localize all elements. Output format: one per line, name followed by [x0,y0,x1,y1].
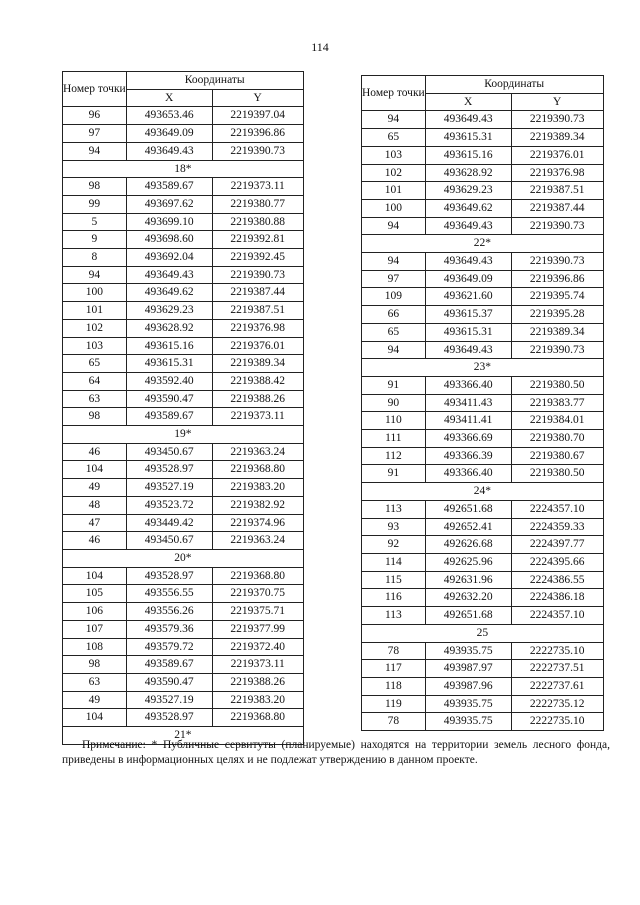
x-coordinate-cell: 493629.23 [126,302,212,320]
x-coordinate-cell: 492652.41 [425,518,511,536]
x-coordinate-cell: 493615.37 [425,306,511,324]
table-row [63,461,304,479]
point-number-cell: 94 [63,266,127,284]
point-number-cell: 103 [63,337,127,355]
x-coordinate-cell: 493615.31 [425,323,511,341]
x-coordinate-cell: 493649.09 [425,270,511,288]
x-coordinate-cell: 493615.31 [126,355,212,373]
y-coordinate-cell: 2219390.73 [511,253,603,271]
y-coordinate-cell: 2219383.20 [212,691,303,709]
y-coordinate-cell: 2224395.66 [511,553,603,571]
point-number-cell: 65 [362,129,426,147]
table-row [362,394,604,412]
point-number-cell: 94 [362,253,426,271]
table-row [362,660,604,678]
x-coordinate-cell: 493649.62 [126,284,212,302]
table-row [63,231,304,249]
y-coordinate-cell: 2219397.04 [212,107,303,125]
y-coordinate-cell: 2219388.42 [212,372,303,390]
point-number-cell: 98 [63,656,127,674]
point-number-cell: 116 [362,589,426,607]
x-coordinate-cell: 493987.96 [425,677,511,695]
point-number-cell: 63 [63,390,127,408]
x-coordinate-cell: 493615.16 [126,337,212,355]
table-row [362,695,604,713]
y-coordinate-cell: 2219383.20 [212,479,303,497]
table-row [63,284,304,302]
y-coordinate-cell: 2219376.98 [511,164,603,182]
table-row [63,107,304,125]
group-row [362,235,604,253]
table-row [362,146,604,164]
y-coordinate-cell: 2222735.10 [511,642,603,660]
point-number-cell: 111 [362,430,426,448]
x-coordinate-cell: 493366.69 [425,430,511,448]
point-number-cell: 102 [63,319,127,337]
table-row [63,125,304,143]
x-coordinate-cell: 493698.60 [126,231,212,249]
y-coordinate-cell: 2219376.01 [511,146,603,164]
y-coordinate-cell: 2219382.92 [212,496,303,514]
point-number-cell: 5 [63,213,127,231]
point-number-cell: 94 [362,111,426,129]
group-label: 23* [362,359,604,377]
table-row [63,337,304,355]
coordinates-table-left [62,71,304,745]
coordinates-table-right [361,75,604,731]
point-number-cell: 66 [362,306,426,324]
y-coordinate-cell: 2219373.11 [212,408,303,426]
y-coordinate-cell: 2219389.34 [511,129,603,147]
y-coordinate-cell: 2222735.12 [511,695,603,713]
x-coordinate-cell: 493615.16 [425,146,511,164]
x-coordinate-cell: 493590.47 [126,673,212,691]
y-coordinate-cell: 2224357.10 [511,500,603,518]
x-coordinate-cell: 492625.96 [425,553,511,571]
x-coordinate-cell: 492626.68 [425,536,511,554]
table-row [63,496,304,514]
table-row [362,341,604,359]
y-coordinate-cell: 2219388.26 [212,673,303,691]
x-coordinate-cell: 493649.62 [425,199,511,217]
y-coordinate-cell: 2219383.77 [511,394,603,412]
group-label: 20* [63,549,304,567]
point-number-cell: 107 [63,620,127,638]
x-coordinate-cell: 493527.19 [126,479,212,497]
point-number-cell: 99 [63,195,127,213]
y-coordinate-cell: 2219390.73 [212,266,303,284]
point-number-cell: 94 [63,142,127,160]
footnote-text: Примечание: * Публичные сервитуты (планируемые) находятся на территории земель лесного фонда, приведены в информационных целях и не подлежат утверждению в данном проекте. [62,739,610,766]
point-number-cell: 101 [362,182,426,200]
x-coordinate-cell: 493649.43 [425,111,511,129]
point-number-cell: 92 [362,536,426,554]
table-row [63,443,304,461]
group-row [362,359,604,377]
x-coordinate-cell: 493649.43 [425,341,511,359]
x-coordinate-cell: 493649.43 [126,142,212,160]
table-row [63,302,304,320]
x-coordinate-cell: 493449.42 [126,514,212,532]
table-row [63,142,304,160]
table-row [63,673,304,691]
y-coordinate-cell: 2219390.73 [511,217,603,235]
y-coordinate-cell: 2219390.73 [212,142,303,160]
table-row [63,656,304,674]
y-coordinate-cell: 2219377.99 [212,620,303,638]
y-coordinate-cell: 2219380.77 [212,195,303,213]
y-coordinate-cell: 2219387.51 [212,302,303,320]
x-coordinate-cell: 493628.92 [126,319,212,337]
table-row [63,249,304,267]
group-label: 25 [362,624,604,642]
table-row [63,178,304,196]
footnote [62,738,610,768]
x-coordinate-cell: 493615.31 [425,129,511,147]
point-number-cell: 117 [362,660,426,678]
x-coordinate-cell: 493366.39 [425,447,511,465]
y-coordinate-cell: 2222737.51 [511,660,603,678]
point-number-cell: 94 [362,217,426,235]
point-number-cell: 46 [63,443,127,461]
point-number-cell: 78 [362,713,426,731]
x-coordinate-cell: 492651.68 [425,500,511,518]
x-coordinate-cell: 493411.43 [425,394,511,412]
table-row [362,430,604,448]
y-coordinate-cell: 2219370.75 [212,585,303,603]
x-coordinate-cell: 493592.40 [126,372,212,390]
y-coordinate-cell: 2219380.70 [511,430,603,448]
x-coordinate-cell: 492651.68 [425,607,511,625]
point-number-cell: 101 [63,302,127,320]
y-coordinate-cell: 2219389.34 [511,323,603,341]
group-row [63,549,304,567]
table-row [63,709,304,727]
x-coordinate-cell: 493935.75 [425,695,511,713]
y-coordinate-cell: 2219373.11 [212,656,303,674]
y-coordinate-cell: 2219368.80 [212,567,303,585]
x-coordinate-cell: 493450.67 [126,532,212,550]
table-row [362,129,604,147]
table-row [362,288,604,306]
header-x: X [425,93,511,111]
point-number-cell: 109 [362,288,426,306]
y-coordinate-cell: 2219380.50 [511,376,603,394]
point-number-cell: 93 [362,518,426,536]
table-row [362,306,604,324]
point-number-cell: 65 [362,323,426,341]
table-row [362,518,604,536]
group-row [362,483,604,501]
point-number-cell: 65 [63,355,127,373]
x-coordinate-cell: 493590.47 [126,390,212,408]
header-point-number: Номер точки [63,72,127,107]
y-coordinate-cell: 2219389.34 [212,355,303,373]
y-coordinate-cell: 2219390.73 [511,111,603,129]
table-row [362,253,604,271]
table-row [362,164,604,182]
table-row [362,536,604,554]
point-number-cell: 94 [362,341,426,359]
table-row [362,199,604,217]
x-coordinate-cell: 492632.20 [425,589,511,607]
point-number-cell: 98 [63,408,127,426]
x-coordinate-cell: 493556.26 [126,603,212,621]
table-row [63,372,304,390]
table-row [362,465,604,483]
y-coordinate-cell: 2219375.71 [212,603,303,621]
y-coordinate-cell: 2222737.61 [511,677,603,695]
x-coordinate-cell: 493589.67 [126,656,212,674]
point-number-cell: 113 [362,607,426,625]
y-coordinate-cell: 2219380.88 [212,213,303,231]
table-row [362,677,604,695]
table-row [362,713,604,731]
group-label: 24* [362,483,604,501]
page-number: 114 [311,40,329,54]
header-y: Y [212,89,303,107]
table-row [362,589,604,607]
x-coordinate-cell: 493629.23 [425,182,511,200]
table-row [63,408,304,426]
group-label: 21* [63,727,304,745]
group-row [362,624,604,642]
point-number-cell: 49 [63,691,127,709]
x-coordinate-cell: 493579.36 [126,620,212,638]
table-row [63,355,304,373]
header-y: Y [511,93,603,111]
table-row [63,319,304,337]
point-number-cell: 112 [362,447,426,465]
x-coordinate-cell: 493697.62 [126,195,212,213]
x-coordinate-cell: 493411.41 [425,412,511,430]
table-row [63,620,304,638]
point-number-cell: 91 [362,465,426,483]
x-coordinate-cell: 493589.67 [126,408,212,426]
y-coordinate-cell: 2219387.44 [511,199,603,217]
x-coordinate-cell: 493528.97 [126,709,212,727]
x-coordinate-cell: 493699.10 [126,213,212,231]
y-coordinate-cell: 2219396.86 [511,270,603,288]
point-number-cell: 100 [63,284,127,302]
group-row [63,160,304,178]
y-coordinate-cell: 2219392.81 [212,231,303,249]
point-number-cell: 46 [63,532,127,550]
y-coordinate-cell: 2219368.80 [212,709,303,727]
table-row [63,195,304,213]
y-coordinate-cell: 2219363.24 [212,443,303,461]
table-row [362,111,604,129]
table-row [362,323,604,341]
table-row [362,376,604,394]
point-number-cell: 104 [63,567,127,585]
point-number-cell: 78 [362,642,426,660]
table-row [362,571,604,589]
x-coordinate-cell: 493649.43 [425,253,511,271]
point-number-cell: 102 [362,164,426,182]
x-coordinate-cell: 493556.55 [126,585,212,603]
x-coordinate-cell: 493653.46 [126,107,212,125]
point-number-cell: 48 [63,496,127,514]
y-coordinate-cell: 2219387.51 [511,182,603,200]
table-row [63,585,304,603]
table-row [362,412,604,430]
header-point-number: Номер точки [362,76,426,111]
y-coordinate-cell: 2219373.11 [212,178,303,196]
table-row [63,567,304,585]
y-coordinate-cell: 2222735.10 [511,713,603,731]
y-coordinate-cell: 2219395.28 [511,306,603,324]
y-coordinate-cell: 2219363.24 [212,532,303,550]
point-number-cell: 113 [362,500,426,518]
y-coordinate-cell: 2219396.86 [212,125,303,143]
point-number-cell: 9 [63,231,127,249]
x-coordinate-cell: 493579.72 [126,638,212,656]
table-row [362,217,604,235]
y-coordinate-cell: 2224386.18 [511,589,603,607]
header-coordinates: Координаты [425,76,603,94]
x-coordinate-cell: 493366.40 [425,465,511,483]
y-coordinate-cell: 2219380.67 [511,447,603,465]
y-coordinate-cell: 2219376.98 [212,319,303,337]
table-row [63,514,304,532]
table-row [63,266,304,284]
table-row [63,532,304,550]
x-coordinate-cell: 492631.96 [425,571,511,589]
y-coordinate-cell: 2224397.77 [511,536,603,554]
table-row [63,213,304,231]
point-number-cell: 110 [362,412,426,430]
x-coordinate-cell: 493589.67 [126,178,212,196]
table-row [63,390,304,408]
table-row [362,447,604,465]
point-number-cell: 114 [362,553,426,571]
point-number-cell: 108 [63,638,127,656]
point-number-cell: 90 [362,394,426,412]
point-number-cell: 91 [362,376,426,394]
x-coordinate-cell: 493450.67 [126,443,212,461]
group-label: 18* [63,160,304,178]
x-coordinate-cell: 493987.97 [425,660,511,678]
y-coordinate-cell: 2219395.74 [511,288,603,306]
header-x: X [126,89,212,107]
x-coordinate-cell: 493628.92 [425,164,511,182]
point-number-cell: 104 [63,709,127,727]
x-coordinate-cell: 493935.75 [425,713,511,731]
x-coordinate-cell: 493528.97 [126,567,212,585]
point-number-cell: 103 [362,146,426,164]
point-number-cell: 64 [63,372,127,390]
x-coordinate-cell: 493523.72 [126,496,212,514]
y-coordinate-cell: 2224386.55 [511,571,603,589]
point-number-cell: 100 [362,199,426,217]
y-coordinate-cell: 2219392.45 [212,249,303,267]
y-coordinate-cell: 2219368.80 [212,461,303,479]
x-coordinate-cell: 493649.43 [425,217,511,235]
table-row [63,603,304,621]
table-row [362,642,604,660]
y-coordinate-cell: 2224359.33 [511,518,603,536]
table-row [63,691,304,709]
table-row [63,638,304,656]
y-coordinate-cell: 2219390.73 [511,341,603,359]
point-number-cell: 98 [63,178,127,196]
table-row [63,479,304,497]
group-label: 22* [362,235,604,253]
point-number-cell: 105 [63,585,127,603]
x-coordinate-cell: 493649.09 [126,125,212,143]
point-number-cell: 119 [362,695,426,713]
point-number-cell: 118 [362,677,426,695]
table-row [362,500,604,518]
y-coordinate-cell: 2219372.40 [212,638,303,656]
y-coordinate-cell: 2219374.96 [212,514,303,532]
x-coordinate-cell: 493528.97 [126,461,212,479]
table-row [362,270,604,288]
point-number-cell: 106 [63,603,127,621]
y-coordinate-cell: 2219387.44 [212,284,303,302]
point-number-cell: 63 [63,673,127,691]
y-coordinate-cell: 2219376.01 [212,337,303,355]
y-coordinate-cell: 2224357.10 [511,607,603,625]
point-number-cell: 96 [63,107,127,125]
x-coordinate-cell: 493527.19 [126,691,212,709]
x-coordinate-cell: 493649.43 [126,266,212,284]
group-label: 19* [63,426,304,444]
y-coordinate-cell: 2219388.26 [212,390,303,408]
y-coordinate-cell: 2219384.01 [511,412,603,430]
table-row [362,182,604,200]
point-number-cell: 97 [63,125,127,143]
point-number-cell: 97 [362,270,426,288]
x-coordinate-cell: 493621.60 [425,288,511,306]
point-number-cell: 47 [63,514,127,532]
table-row [362,553,604,571]
table-row [362,607,604,625]
point-number-cell: 8 [63,249,127,267]
header-coordinates: Координаты [126,72,303,90]
x-coordinate-cell: 493366.40 [425,376,511,394]
point-number-cell: 49 [63,479,127,497]
y-coordinate-cell: 2219380.50 [511,465,603,483]
point-number-cell: 104 [63,461,127,479]
point-number-cell: 115 [362,571,426,589]
x-coordinate-cell: 493692.04 [126,249,212,267]
x-coordinate-cell: 493935.75 [425,642,511,660]
group-row [63,426,304,444]
